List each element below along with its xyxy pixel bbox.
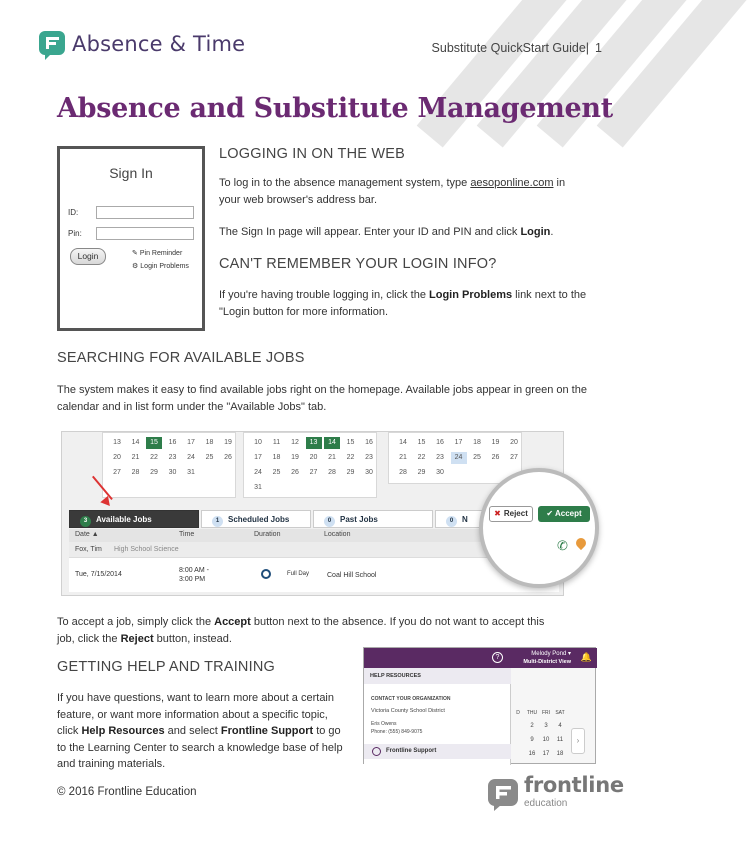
id-field — [96, 206, 194, 219]
calendar-day: 16 — [365, 439, 373, 446]
calendar-day: 19 — [291, 454, 299, 461]
calendar-day: 15 — [417, 439, 426, 446]
calendar-month-1 — [102, 432, 236, 498]
calendar-day: 15 — [146, 437, 162, 449]
map-pin-icon — [574, 536, 588, 550]
calendar-day: 9 — [530, 737, 534, 743]
calendar-day: 14 — [324, 437, 340, 449]
calendar-day: 30 — [365, 469, 373, 476]
tab-more: 0 N — [435, 510, 495, 528]
calendar-day: 18 — [272, 454, 281, 461]
clock-icon — [261, 569, 271, 579]
reject-button: ✖ Reject — [489, 506, 533, 522]
absence-time-logo — [38, 30, 245, 58]
help-heading: GETTING HELP AND TRAINING — [57, 659, 275, 675]
calendar-month-2 — [243, 432, 377, 498]
brand-name: Absence & Time — [72, 32, 246, 56]
calendar-day: 10 — [542, 737, 550, 743]
jobs-screenshot — [61, 431, 582, 596]
job-location: Coal Hill School — [327, 572, 377, 579]
calendar-day: 31 — [254, 484, 262, 491]
reject-x-icon: ✖ — [494, 509, 501, 518]
calendar-day: 30 — [436, 469, 444, 476]
calendar-day: 26 — [224, 454, 232, 461]
help-topbar — [364, 648, 597, 668]
calendar-day: 15 — [346, 439, 355, 446]
calendar-day: 14 — [131, 439, 140, 446]
cant-remember-heading: CAN'T REMEMBER YOUR LOGIN INFO? — [219, 256, 497, 272]
col-location: Location — [324, 531, 351, 538]
calendar-day: 11 — [556, 737, 564, 743]
calendar-day: 30 — [168, 469, 177, 476]
calendar-day: 21 — [328, 454, 336, 461]
calendar-day: 26 — [491, 454, 500, 461]
logging-in-paragraph-1: To log in to the absence management system, type aesoponline.com in your web browser's address bar. — [219, 177, 566, 206]
calendar-day: 12 — [291, 439, 299, 446]
login-problems-icon: ⚙ — [132, 263, 139, 270]
calendar-day: 22 — [346, 454, 355, 461]
pin-label: Pin: — [68, 229, 82, 238]
calendar-day: 10 — [254, 439, 262, 446]
calendar-day: 17 — [187, 439, 195, 446]
searching-heading: SEARCHING FOR AVAILABLE JOBS — [57, 350, 305, 366]
calendar-weekday: THU — [526, 710, 538, 716]
calendar-day: 16 — [528, 751, 536, 757]
calendar-day: 29 — [150, 469, 158, 476]
user-menu: Melody Pond ▾ Multi-District View — [523, 651, 571, 665]
magnified-actions — [479, 468, 599, 588]
calendar-day: 20 — [113, 454, 121, 461]
page-number: 1 — [595, 41, 602, 55]
help-calendar — [511, 710, 565, 764]
calendar-day: 13 — [306, 437, 322, 449]
calendar-day: 19 — [491, 439, 500, 446]
calendar-day: 28 — [399, 469, 407, 476]
calendar-day: 24 — [187, 454, 195, 461]
frontline-logo — [486, 772, 624, 811]
calendar-day: 25 — [205, 454, 214, 461]
calendar-day: 23 — [168, 454, 177, 461]
frontline-wordmark: frontline — [524, 772, 624, 797]
calendar-day: 17 — [454, 439, 463, 446]
calendar-day: 27 — [113, 469, 121, 476]
pin-field — [96, 227, 194, 240]
calendar-day: 3 — [544, 723, 548, 729]
calendar-day: 19 — [224, 439, 232, 446]
calendar-weekday: D — [516, 710, 520, 716]
frontline-support-item: Frontline Support — [364, 744, 511, 759]
guide-header — [432, 41, 602, 55]
cant-remember-paragraph: If you're having trouble logging in, click the Login Problems link next to the "Login button for more information. — [219, 289, 587, 318]
calendar-day: 23 — [436, 454, 444, 461]
calendar-day: 16 — [436, 439, 444, 446]
jobs-tabs — [69, 510, 499, 528]
tab-available-jobs: 3 Available Jobs — [69, 510, 199, 528]
next-arrow-button: › — [571, 728, 585, 754]
frontline-mark-icon — [38, 30, 66, 58]
calendar-weekday: FRI — [541, 710, 551, 716]
copyright: © 2016 Frontline Education — [57, 786, 197, 798]
calendar-day: 27 — [309, 469, 318, 476]
job-date: Tue, 7/15/2014 — [75, 571, 122, 578]
col-date: Date ▲ — [75, 531, 99, 538]
pin-reminder-icon: ✎ — [132, 250, 138, 257]
calendar-day: 29 — [346, 469, 355, 476]
teacher-position: High School Science — [114, 546, 179, 553]
frontline-subtext: education — [524, 797, 568, 809]
notification-bell-icon: 🔔 — [580, 652, 592, 662]
login-problems-link: ⚙ Login Problems — [132, 263, 189, 270]
help-screenshot — [363, 647, 596, 764]
tab-past-jobs: 0 Past Jobs — [313, 510, 433, 528]
guide-title: Substitute QuickStart Guide| — [431, 41, 590, 55]
calendar-day: 24 — [254, 469, 262, 476]
calendar-day: 17 — [254, 454, 262, 461]
tab-scheduled-jobs: 1 Scheduled Jobs — [201, 510, 311, 528]
page-title: Absence and Substitute Management — [57, 93, 613, 124]
signin-screenshot — [57, 146, 205, 331]
calendar-day: 28 — [131, 469, 140, 476]
id-label: ID: — [68, 208, 79, 217]
calendar-day: 23 — [365, 454, 373, 461]
calendar-day: 2 — [530, 723, 534, 729]
calendar-day: 31 — [187, 469, 195, 476]
frontline-logo-icon — [486, 777, 520, 811]
help-question-icon: ? — [492, 652, 503, 663]
help-panel-title: HELP RESOURCES — [364, 668, 511, 684]
calendar-day: 25 — [272, 469, 281, 476]
calendar-day: 22 — [417, 454, 426, 461]
calendar-day: 14 — [399, 439, 407, 446]
accept-button: ✔ Accept — [538, 506, 590, 522]
searching-paragraph: The system makes it easy to find available jobs right on the homepage. Available jobs appear in green on the calendar and in list form under the "Available Jobs" tab. — [57, 384, 587, 413]
calendar-day: 18 — [473, 439, 481, 446]
logging-in-paragraph-2: The Sign In page will appear. Enter your ID and PIN and click Login. — [219, 226, 554, 238]
teacher-name: Fox, Tim — [75, 546, 102, 553]
calendar-day: 13 — [113, 439, 121, 446]
calendar-day: 18 — [556, 751, 564, 757]
signin-title: Sign In — [109, 165, 153, 181]
accept-check-icon: ✔ — [546, 509, 555, 518]
calendar-weekday: SAT — [555, 710, 565, 716]
contact-name: Eris Owens — [371, 721, 397, 727]
job-detail-row — [69, 558, 559, 592]
job-duration: Full Day — [287, 571, 310, 577]
aesoponline-link[interactable]: aesoponline.com — [470, 177, 554, 189]
calendar-month-3 — [388, 432, 522, 484]
calendar-day: 20 — [510, 439, 518, 446]
calendar-day: 27 — [510, 454, 518, 461]
contact-phone: Phone: (555) 849-9075 — [371, 729, 423, 735]
calendar-day: 18 — [205, 439, 214, 446]
login-button: Login — [70, 248, 106, 265]
calendar-day: 25 — [473, 454, 481, 461]
calendar-day: 21 — [131, 454, 140, 461]
pin-reminder-link: ✎ Pin Reminder — [132, 250, 183, 257]
calendar-day: 26 — [291, 469, 299, 476]
calendar-day: 29 — [417, 469, 426, 476]
calendar-day: 4 — [558, 723, 562, 729]
calendar-day: 22 — [150, 454, 158, 461]
col-duration: Duration — [254, 531, 281, 538]
calendar-day: 21 — [399, 454, 407, 461]
logging-in-heading: LOGGING IN ON THE WEB — [219, 146, 406, 162]
calendar-day: 11 — [272, 439, 281, 446]
calendar-day: 17 — [542, 751, 550, 757]
org-name: Victoria County School District — [371, 708, 445, 714]
support-icon — [372, 747, 381, 756]
calendar-day: 20 — [309, 454, 318, 461]
accept-paragraph: To accept a job, simply click the Accept button next to the absence. If you do not want to accept this job, click the Reject button, instead. — [57, 616, 545, 645]
calendar-day: 16 — [168, 439, 177, 446]
calendar-day: 28 — [328, 469, 336, 476]
job-time: 8:00 AM - 3:00 PM — [179, 567, 209, 583]
contact-label: CONTACT YOUR ORGANIZATION — [371, 696, 451, 702]
phone-icon: ✆ — [557, 538, 568, 553]
col-time: Time — [179, 531, 195, 538]
help-resources-panel — [364, 668, 511, 765]
calendar-day: 24 — [451, 452, 467, 464]
help-paragraph: If you have questions, want to learn more about a certain feature, or want more information about a specific topic, click Help Resources and select Frontline Support to go to the Learning Center to search a knowledge base of help and training materials. — [57, 692, 343, 770]
